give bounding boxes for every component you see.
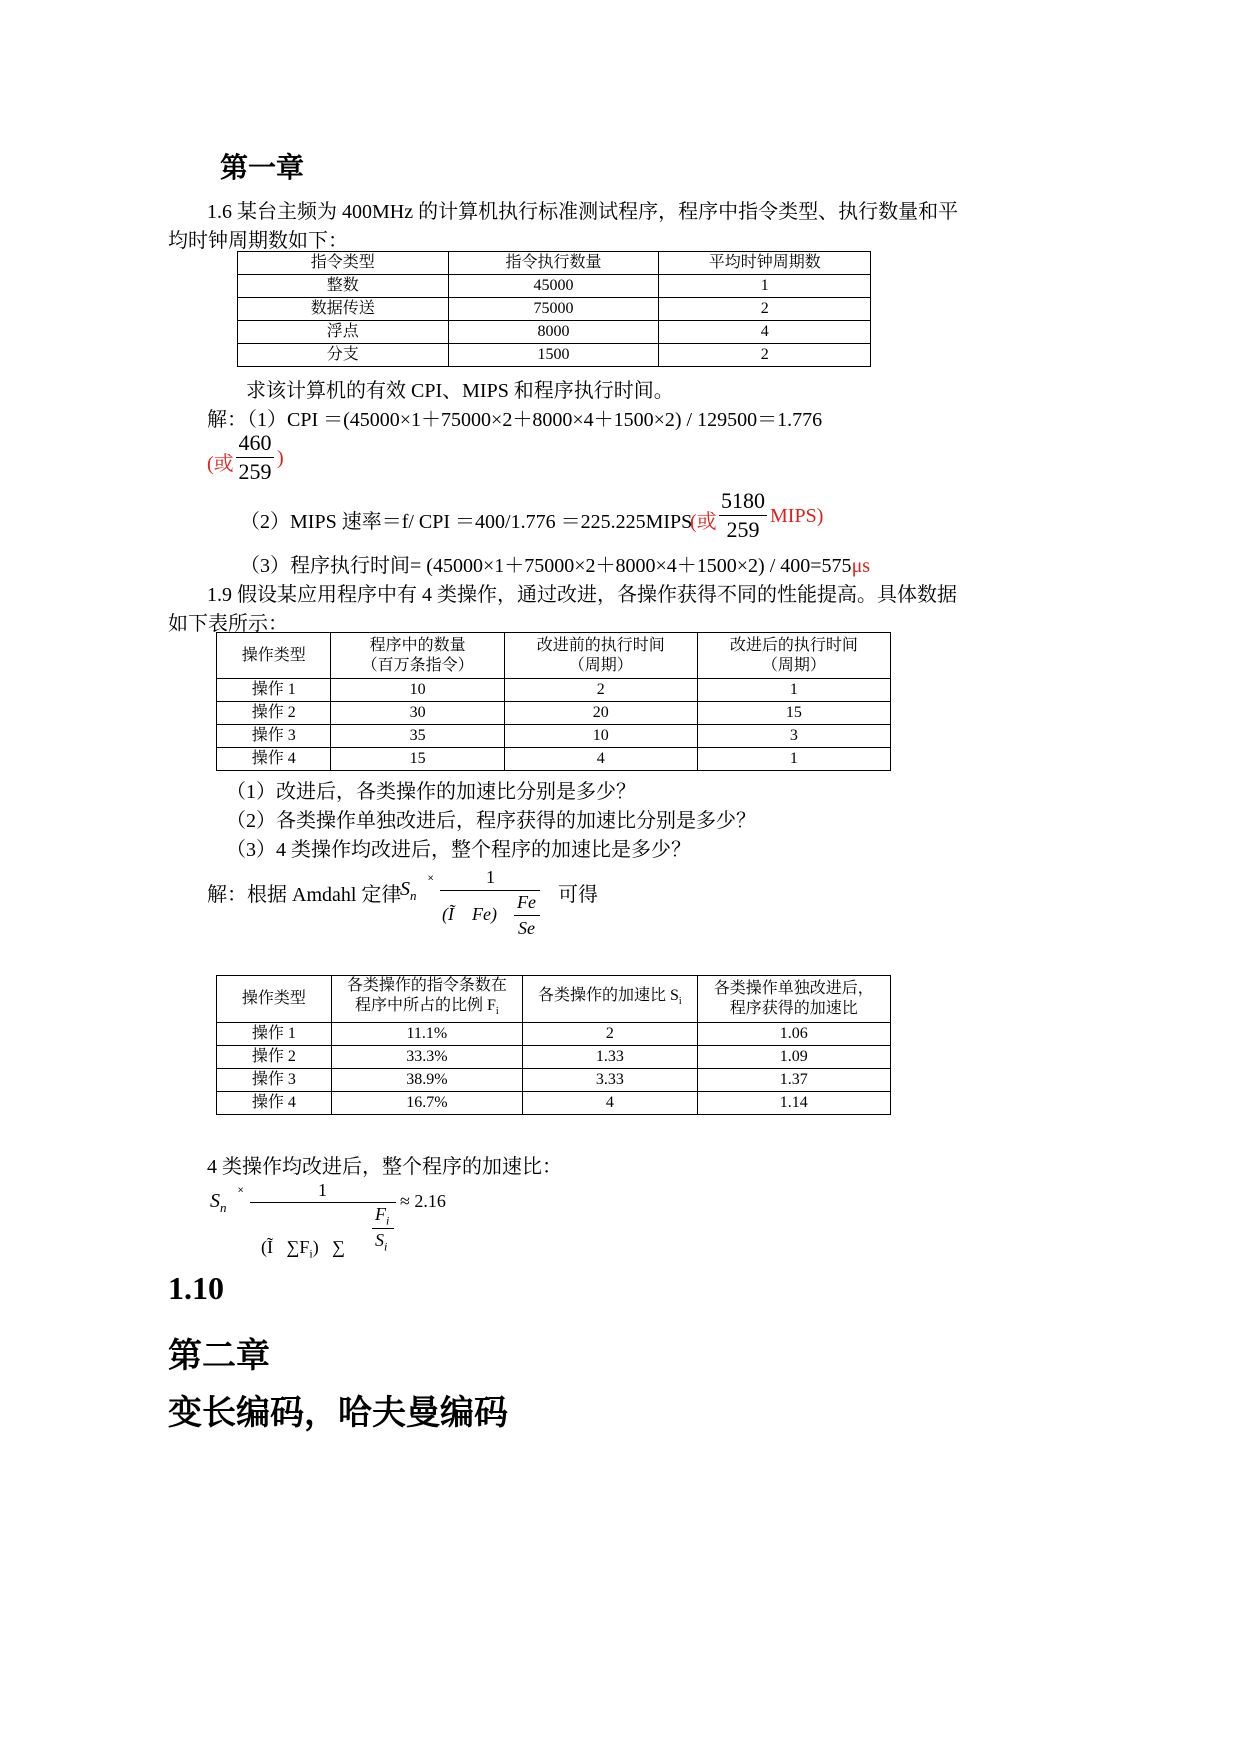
q19-th-3	[697, 633, 890, 679]
table-cell: 操作 1	[217, 1023, 332, 1046]
table-cell: 1.33	[523, 1046, 697, 1069]
table-cell: 4	[659, 321, 871, 344]
q19-t2-th-1-line1: 各类操作的指令条数在	[346, 977, 507, 994]
q16-sol3-text: （3）程序执行时间= (45000×1＋75000×2＋8000×4＋1500×2) / 400=575	[240, 555, 852, 577]
si-symbol: S	[375, 1230, 384, 1250]
subscript-i: i	[309, 1246, 313, 1261]
q16-line2: 均时钟周期数如下：	[168, 230, 348, 252]
table-cell: 1.14	[697, 1092, 890, 1115]
table-cell: 数据传送	[238, 298, 449, 321]
table-cell: 1.06	[697, 1023, 890, 1046]
overall-den-text: (Ĩ ∑F	[261, 1237, 310, 1257]
table-cell: 15	[331, 748, 504, 771]
table-cell: 20	[504, 702, 697, 725]
fraction-denominator: 259	[726, 517, 760, 542]
q16-th-1: 指令执行数量	[448, 252, 659, 275]
overall-fi	[375, 1204, 389, 1229]
sn-subscript: n	[220, 1200, 227, 1215]
subscript-i: i	[386, 1213, 390, 1228]
table-cell: 1	[697, 748, 890, 771]
q19-table	[216, 632, 891, 771]
table-cell: 2	[504, 679, 697, 702]
table-cell: 30	[331, 702, 504, 725]
q19-line1: 1.9 假设某应用程序中有 4 类操作，通过改进，各操作获得不同的性能提高。具体数据	[207, 584, 957, 606]
q19-sol-se: Se	[518, 918, 535, 938]
table-cell: 1500	[448, 344, 659, 367]
q19-table2	[216, 975, 891, 1115]
q19-th-3-line1: 改进后的执行时间	[729, 636, 858, 654]
table-cell: 操作 1	[217, 679, 331, 702]
q19-sol-sn	[400, 878, 417, 904]
q19-th-1	[331, 633, 504, 679]
table-cell: 操作 4	[217, 748, 331, 771]
fraction-numerator: 460	[238, 430, 272, 455]
q16-sol1-fraction	[236, 429, 274, 486]
table-cell: 1.09	[697, 1046, 890, 1069]
q19-th-0: 操作类型	[217, 633, 331, 679]
q19-ask2: （2）各类操作单独改进后，程序获得的加速比分别是多少？	[226, 810, 756, 832]
q19-th-2	[504, 633, 697, 679]
q16-sol3	[240, 549, 870, 578]
overall-bar	[250, 1202, 396, 1203]
overall-approx: ≈ 2.16	[400, 1191, 446, 1211]
overall-num: 1	[318, 1180, 327, 1200]
table-cell: 4	[523, 1092, 697, 1115]
table-cell: 45000	[448, 275, 659, 298]
overall-den-close: ) ∑	[312, 1237, 346, 1257]
subscript-i: i	[678, 996, 682, 1008]
table-cell: 75000	[448, 298, 659, 321]
q19-th-1-line2: （百万条指令）	[361, 656, 474, 674]
q19-th-2-line2: （周期）	[568, 656, 633, 674]
table-cell: 1	[697, 679, 890, 702]
q19-th-2-line1: 改进前的执行时间	[536, 636, 665, 654]
fraction-numerator: 5180	[721, 488, 765, 513]
chapter1-title: 第一章	[220, 153, 305, 184]
q19-sol-prefix: 解：根据 Amdahl 定律	[207, 884, 402, 906]
q19-ask1: （1）改进后，各类操作的加速比分别是多少？	[226, 781, 636, 803]
q19-t2-th-3-line1: 各类操作单独改进后，	[713, 980, 874, 998]
table-cell: 2	[659, 344, 871, 367]
q19-sol-fe: Fe	[517, 892, 536, 912]
q16-sol2: （2）MIPS 速率＝f/ CPI ＝400/1.776 ＝225.225MIPS	[240, 511, 693, 533]
table-cell: 2	[523, 1023, 697, 1046]
table-cell: 操作 4	[217, 1092, 332, 1115]
q19-sol-num: 1	[486, 867, 495, 887]
q19-th-3-line2: （周期）	[761, 656, 826, 674]
q16-sol1-alt-close: )	[277, 447, 284, 469]
table-cell: 8000	[448, 321, 659, 344]
q19-sol-bar	[440, 890, 540, 891]
table-cell: 1.37	[697, 1069, 890, 1092]
q16-sol3-unit: μs	[851, 555, 871, 577]
q19-t2-th-2	[523, 976, 697, 1023]
table-cell: 操作 2	[217, 702, 331, 725]
table-cell: 11.1%	[331, 1023, 522, 1046]
q19-t2-th-3	[697, 976, 890, 1023]
table-cell: 33.3%	[331, 1046, 522, 1069]
table-cell: 整数	[238, 275, 449, 298]
q16-sol2-alt-open: (或	[690, 511, 717, 533]
overall-small-bar	[372, 1228, 394, 1229]
table-cell: 4	[504, 748, 697, 771]
overall-sn	[210, 1190, 227, 1216]
fi-symbol: F	[375, 1204, 386, 1224]
q19-t2-th-3-line2: 程序获得的加速比	[729, 1000, 858, 1018]
q19-sol-den-left: (Ĩ Fe)	[442, 904, 497, 924]
sn-subscript: n	[410, 888, 417, 903]
q19-sol-garble: ˟	[428, 874, 434, 889]
table-cell: 操作 3	[217, 725, 331, 748]
q16-line1: 1.6 某台主频为 400MHz 的计算机执行标准测试程序，程序中指令类型、执行数量和平	[207, 201, 959, 223]
q16-th-2: 平均时钟周期数	[659, 252, 871, 275]
overall-garble: ˟	[238, 1186, 244, 1201]
table-cell: 分支	[238, 344, 449, 367]
q16-sol2-alt-close: MIPS)	[770, 505, 824, 527]
table-cell: 操作 3	[217, 1069, 332, 1092]
table-cell: 浮点	[238, 321, 449, 344]
topic-title: 变长编码，哈夫曼编码	[168, 1395, 508, 1432]
table-cell: 2	[659, 298, 871, 321]
q19-sol-small-bar	[514, 915, 540, 916]
q16-sol2-fraction	[719, 487, 767, 544]
q19-ask3: （3）4 类操作均改进后，整个程序的加速比是多少？	[226, 839, 691, 861]
q19-t2-th-2-text: 各类操作的加速比 S	[537, 987, 679, 1004]
table-cell: 1	[659, 275, 871, 298]
sn-symbol: S	[210, 1190, 220, 1212]
overall-si	[375, 1230, 387, 1255]
q19-overall: 4 类操作均改进后，整个程序的加速比：	[207, 1156, 562, 1178]
q16-table	[237, 251, 871, 367]
q19-sol-suffix: 可得	[558, 884, 598, 906]
q19-t2-th-1	[331, 976, 522, 1023]
subscript-i: i	[495, 1006, 499, 1018]
table-cell: 15	[697, 702, 890, 725]
fraction-denominator: 259	[238, 459, 272, 484]
table-cell: 16.7%	[331, 1092, 522, 1115]
chapter2-title: 第二章	[168, 1338, 270, 1375]
q16-sol1-alt-open: (或	[207, 453, 234, 475]
sn-symbol: S	[400, 878, 410, 900]
table-cell: 10	[331, 679, 504, 702]
q19-line2: 如下表所示：	[168, 613, 288, 635]
overall-den-left	[252, 1216, 345, 1262]
table-cell: 10	[504, 725, 697, 748]
q19-t2-th-0: 操作类型	[217, 976, 332, 1023]
table-cell: 38.9%	[331, 1069, 522, 1092]
table-cell: 35	[331, 725, 504, 748]
q19-t2-th-1-line2-text: 程序中所占的比例 F	[355, 997, 496, 1014]
subscript-i: i	[384, 1239, 388, 1254]
section-1-10: 1.10	[168, 1270, 224, 1306]
table-cell: 操作 2	[217, 1046, 332, 1069]
q16-sol1: 解：（1）CPI ＝(45000×1＋75000×2＋8000×4＋1500×2) / 129500＝1.776	[207, 409, 823, 431]
q16-th-0: 指令类型	[238, 252, 449, 275]
table-cell: 3	[697, 725, 890, 748]
q19-th-1-line1: 程序中的数量	[369, 636, 466, 654]
q16-ask: 求该计算机的有效 CPI、MIPS 和程序执行时间。	[246, 380, 674, 402]
q19-t2-th-1-line2	[332, 996, 522, 1022]
table-cell: 3.33	[523, 1069, 697, 1092]
